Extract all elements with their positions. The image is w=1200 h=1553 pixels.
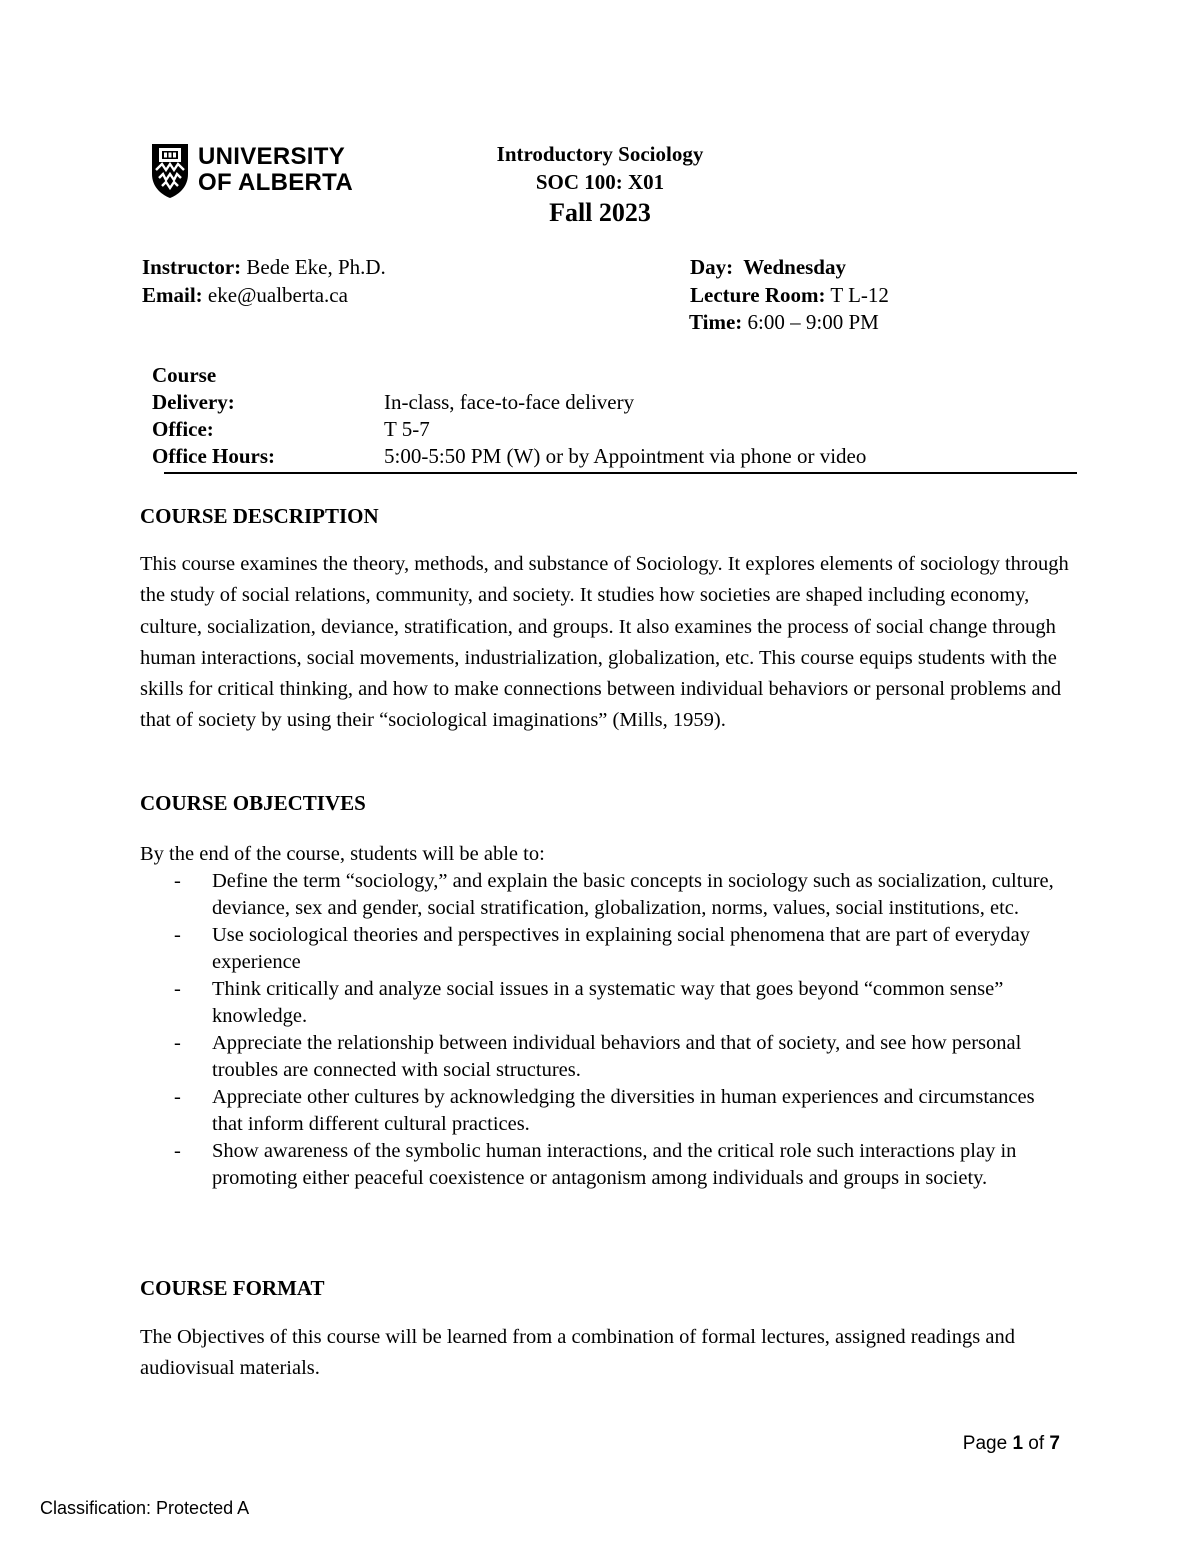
day-line — [690, 253, 846, 281]
email-value: eke@ualberta.ca — [202, 283, 348, 307]
delivery-row-hours — [152, 443, 1077, 470]
description-heading: COURSE DESCRIPTION — [140, 504, 379, 528]
table-divider — [164, 472, 1077, 474]
page-number — [900, 1433, 1060, 1455]
lecture-room-value: T L-12 — [825, 283, 889, 307]
page-total: 7 — [1049, 1433, 1060, 1454]
lecture-room-label: Lecture Room: — [690, 283, 826, 307]
office-value: T 5-7 — [384, 417, 430, 441]
objective-text: Appreciate the relationship between individual behaviors and that of society, and see how personal troubles are connected with social structures. — [212, 1032, 1022, 1081]
objective-text: Think critically and analyze social issues in a systematic way that goes beyond “common sense” knowledge. — [212, 978, 1004, 1027]
bullet-dash: - — [174, 1032, 181, 1054]
page-of: of — [1023, 1433, 1050, 1454]
delivery-row-office — [152, 416, 1077, 443]
bullet-dash: - — [174, 978, 181, 1000]
list-item — [140, 868, 1070, 922]
office-hours-label: Office Hours: — [152, 444, 276, 468]
list-item — [140, 1084, 1070, 1138]
course-label: Course — [152, 363, 217, 387]
classification-label: Classification: Protected A — [40, 1498, 250, 1518]
university-name — [198, 144, 353, 196]
list-item — [140, 1138, 1070, 1192]
course-term: Fall 2023 — [549, 198, 651, 227]
time-label: Time: — [689, 310, 743, 334]
email-label: Email: — [142, 283, 203, 307]
time-value: 6:00 – 9:00 PM — [742, 310, 879, 334]
instructor-line — [142, 253, 386, 281]
description-text: This course examines the theory, methods, and substance of Sociology. It explores elements of sociology through the study of social relations, community, and society. It studies how societies are shaped including economy, culture, socialization, deviance, stratification, and groups. It also examines the process of social change through human interactions, social movements, industrialization, globalization, etc. This course equips students with the skills for critical thinking, and how to make connections between individual behaviors or personal problems and that of society by using their “sociological imaginations” (Mills, 1959). — [140, 553, 1069, 732]
course-code: SOC 100: X01 — [535, 170, 665, 194]
office-label: Office: — [152, 417, 214, 441]
objective-text: Use sociological theories and perspectives in explaining social phenomena that are part of everyday experience — [212, 924, 1030, 973]
bullet-dash: - — [174, 924, 181, 946]
list-item — [140, 976, 1070, 1030]
lecture-room-line — [690, 281, 889, 309]
format-text: The Objectives of this course will be learned from a combination of formal lectures, assigned readings and audiovisual materials. — [140, 1326, 1015, 1380]
course-header — [400, 140, 800, 230]
university-logo — [150, 140, 380, 204]
bullet-dash: - — [174, 1140, 181, 1162]
instructor-value: Bede Eke, Ph.D. — [241, 255, 386, 279]
instructor-label: Instructor: — [142, 255, 242, 279]
objectives-list — [140, 868, 1070, 1192]
list-item — [140, 922, 1070, 976]
delivery-value: In-class, face-to-face delivery — [384, 390, 635, 414]
list-item — [140, 1030, 1070, 1084]
university-shield-icon — [150, 140, 190, 200]
university-name-line1: UNIVERSITY — [198, 143, 346, 170]
time-line — [689, 308, 879, 336]
delivery-label: Delivery: — [152, 390, 235, 414]
delivery-row-course — [152, 362, 1077, 389]
email-line — [142, 281, 348, 309]
day-value: Wednesday — [733, 255, 846, 279]
page-current: 1 — [1012, 1433, 1024, 1454]
bullet-dash: - — [174, 870, 181, 892]
format-heading: COURSE FORMAT — [140, 1276, 325, 1300]
objective-text: Show awareness of the symbolic human interactions, and the critical role such interactions play in promoting either peaceful coexistence or antagonism among individuals and groups in society. — [212, 1140, 1017, 1189]
delivery-row-delivery — [152, 389, 1077, 416]
course-title: Introductory Sociology — [496, 142, 704, 166]
objectives-heading: COURSE OBJECTIVES — [140, 791, 366, 815]
day-label: Day: — [690, 255, 734, 279]
university-name-line2: OF ALBERTA — [198, 169, 353, 196]
objectives-intro: By the end of the course, students will be able to: — [140, 843, 545, 865]
course-delivery-table — [152, 362, 1077, 470]
objective-text: Define the term “sociology,” and explain the basic concepts in sociology such as socialization, culture, deviance, sex and gender, social stratification, globalization, norms, values, social institutions, etc. — [212, 870, 1054, 919]
page-word: Page — [962, 1433, 1013, 1454]
office-hours-value: 5:00-5:50 PM (W) or by Appointment via phone or video — [384, 444, 867, 468]
objective-text: Appreciate other cultures by acknowledging the diversities in human experiences and circumstances that inform different cultural practices. — [212, 1086, 1035, 1135]
bullet-dash: - — [174, 1086, 181, 1108]
